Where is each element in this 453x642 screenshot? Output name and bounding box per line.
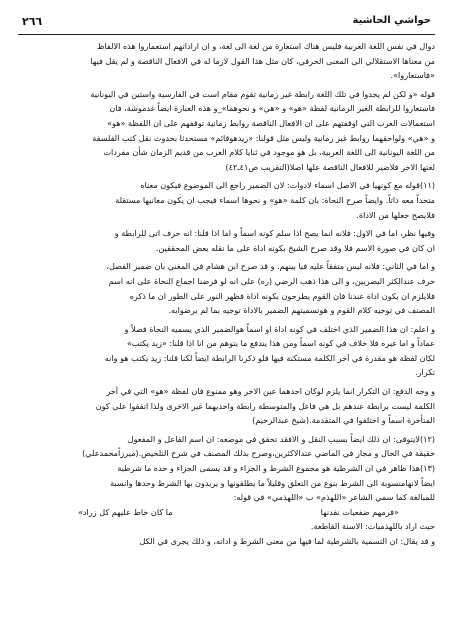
text-line: متحداً معه ذاتاً. وايضاً صرح النحاة: بان كلمة «هو» و نحوها اسماء فيجب ان يكون معانيها مستقلة: [115, 194, 435, 205]
text-line: ايضاً لانهامنسوبة الى الشرط بنوع من التعلق وقليلاً ما يطلقونها و يريدون بها الشرط وحدها وانسبة: [110, 477, 435, 488]
text-line: (١١)قوله مع كونهيا في الاصل اسماء لادوات: لان الضمير راجع الى الموضوع فيكون معناه: [140, 180, 435, 191]
text-line: لغتها الاخر فلاضير للافعال الناقصة علها اصلا(التقريب ص٤١ـ٤٢): [225, 161, 435, 172]
page-number: ٢٦٦: [22, 15, 43, 28]
header-rule: [18, 34, 435, 35]
running-title: حواشي الحاشية: [352, 15, 431, 26]
text-line: دوال في نفس اللغة العربية فليس هناك استعارة من لغة الى لغة، و ان اراداتهم استعماروا هذه الالفاظ: [96, 41, 435, 51]
poem-second-hemistich: ما كان خاط عليهم كل زراد»: [78, 506, 173, 517]
poem-verse: [18, 505, 435, 520]
text-line: «فاستعاروا».: [390, 70, 435, 81]
text-line: قوله «و لكن لم يجدوا في تلك اللغة رابطة غير زمانية تقوم مقام است في الفارسية واستين في اليونانية: [90, 88, 435, 99]
text-line: و قد يقال: ان التسمية بالشرطية لما فيها من معنى الشرط و اداته، و ذلك يجرى في الكل: [139, 536, 435, 546]
text-line: ان كان في صورة الاسم فلا وقد صرح الشيخ بكونه اداة على ما نقله بعض المحققين.: [155, 242, 435, 253]
text-line: من اللغة اليونانية الى اللغة العربية، بل هو موجود في ثنايا كلام العرب من قديم الزمان شأن مفردات: [103, 147, 435, 158]
text-line: وفيها نظر، اما في الاول: فلانه انما يصح اذا سلم كونه اسماً و اما اذا قلنا: انه حرف اتى للرابطة و: [114, 228, 435, 239]
text-lines: [18, 39, 435, 505]
text-line: لكان لفظة هو مقدرة في آخر الكلمة مستكنة فيها فلو ذكرنا الرابطة ايضاً لكنا قلنا: زيد يكتب هو وانه: [104, 352, 435, 363]
text-line: الكلمة ليست برابطة عندهم بل هي فاعل والمتوسطة رابطة واحديهما غير الاخرى ولذا اتفقوا على كون: [95, 400, 435, 411]
text-line: عماداً و اما غيره فلا خلاف في كونه اسماً ومن هذا يندفع ما يتوهم من انا اذا قلنا: «زيد يكتب»: [126, 338, 435, 349]
text-line: (١٣)هذا ظاهر في ان الشرطية هو مجموع الشرط و الجزاء و قد يسمى الجزاء و حده ما شرطية: [117, 463, 435, 474]
text-line: فاستعاروا للرابطة الغير الزمانية لفظة «هو» و «هي» و نحوهما»_و هذه العبارة ايضاً غدموشة، فان: [109, 103, 435, 114]
text-line: من معناها الاستقلالي الى المعنى الحرفي، كان مثل هذا القول لازما له في الافعال الناقصة و لم يقل فيها: [90, 55, 435, 66]
text-line: حرف عندالكثر البصريين، و الى هذا ذهب الرضي (ره) على انه لو فرضنا اجماع النحاة على انه اسم: [108, 275, 435, 286]
text-line: و «هي» ولواحقهما روابط غير زمانية وليس مثل قولنا: «زيدهوقائم» مستحدثا بحدوث نقل كتب الفلسفة: [92, 132, 435, 143]
text-line: فلايصح جعلها من الاداة.: [356, 209, 435, 220]
body-text: [18, 39, 435, 549]
poem-first-hemistich: «فرمهم ضفعيات نقدنها: [320, 506, 399, 517]
text-line: المصنف في توجيه كلام القوم و هوتسميتهم الضمير بالاداة توجيه بما لم يرضوابه.: [168, 305, 435, 316]
closing-lines: [18, 519, 435, 548]
text-line: استعمالات العرب التي اوقفتهم على ان الافعال الناقصة روابط زمانية توقفهم على ان اللفظة «هو»: [107, 117, 435, 128]
text-line: و وجه الدفع: ان التكرار انما يلزم لوكان احدهما عين الاخر وهو ممنوع فان لفظة «هو» التي في آخر: [106, 386, 435, 397]
text-line: حقيقة في الحال و مجاز في الماضي عندالاكثرين،وصرح بذلك المصنف في شرح التلخيص.(ميرزاًمحمدعلي): [82, 448, 435, 459]
text-line: و اعلم: ان هذا الضمير الذي اختلف في كونه اداة او اسماً هوالضمير الذي يسميه النحاة فصلاً و: [124, 323, 435, 334]
text-line: فلايلزم ان يكون اداة عندنا فان القوم يطرحون بكونه اداة فظهر النور على الطور ان ما ذكره: [129, 290, 435, 301]
text-line: حيث اراد باللهذميات: الاسنة القاطعة.: [310, 521, 435, 532]
text-line: للمبالغة كما سمي الشاعر «اللهذم» ب «اللهذمي» في قوله:: [233, 492, 435, 503]
text-line: المتأخرة اسماً و اختلفوا في المتقدمة.(شيخ عبدالرحيم): [252, 415, 435, 426]
text-line: تكرار.: [415, 367, 435, 378]
text-line: و اما في الثاني: فلانه ليس متفقاً عليه فيا بينهم. و قد صرح ابن هشام في المغني بان ضمير الفصل،: [106, 261, 435, 272]
page-header: [18, 14, 435, 32]
text-line: (١٢)لايتوقى: ان ذلك ايضاً بسبب النقل و الافقد تحقق في موضعه: ان اسم الفاعل و المفعول: [127, 433, 435, 444]
